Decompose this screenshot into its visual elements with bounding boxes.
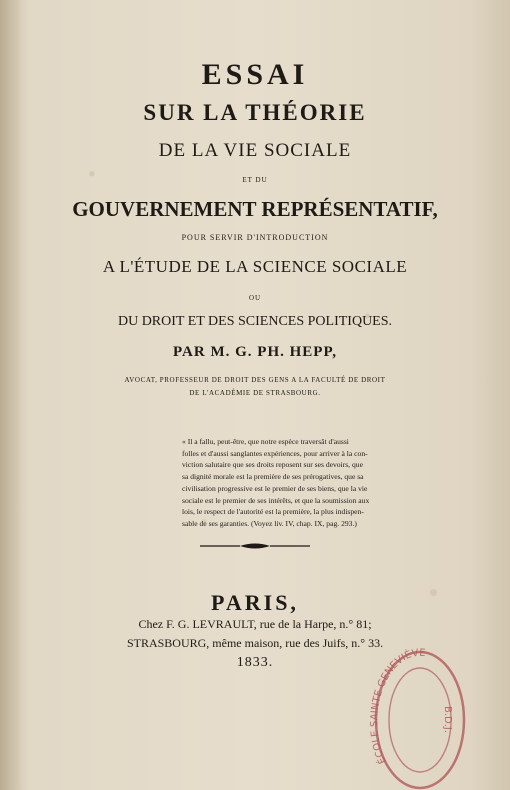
epigraph-line: viction salutaire que ses droits reposent sur ses devoirs, que bbox=[182, 460, 363, 470]
imprint-strasbourg: STRASBOURG, même maison, rue des Juifs, n.° 33. bbox=[126, 636, 384, 650]
ornament-divider bbox=[200, 540, 310, 552]
title-gouvernement: GOUVERNEMENT REPRÉSENTATIF, bbox=[72, 197, 438, 221]
epigraph-line: lois, le respect de l'autorité est la première, la plus indispen- bbox=[182, 507, 364, 517]
author-role-2: DE L'ACADÉMIE DE STRASBOURG. bbox=[189, 389, 321, 397]
author-name: PAR M. G. PH. HEPP, bbox=[173, 344, 337, 360]
epigraph-line: civilisation progressive est le premier de ses biens, que la vie bbox=[182, 483, 368, 493]
title-essai: ESSAI bbox=[201, 58, 309, 91]
title-vie-sociale: DE LA VIE SOCIALE bbox=[158, 140, 352, 161]
library-stamp bbox=[368, 642, 472, 790]
epigraph-line: folles et d'aussi sanglantes expériences, pour arriver à la con- bbox=[182, 448, 368, 458]
epigraph-line: sable de ses garanties. (Voyez liv. IV, chap. IX, pag. 293.) bbox=[182, 518, 357, 528]
title-et-du: ET DU bbox=[242, 176, 268, 184]
author-role-1: AVOCAT, PROFESSEUR DE DROIT DES GENS A LA FACULTÉ DE DROIT bbox=[124, 376, 386, 384]
imprint-city: PARIS, bbox=[211, 590, 299, 615]
epigraph-line: sa dignité morale est la première de ses prérogatives, que sa bbox=[182, 472, 364, 482]
stamp-text: ÉCOLE SAINTE GENEVIÈVE bbox=[369, 647, 426, 766]
title-droit-sciences: DU DROIT ET DES SCIENCES POLITIQUES. bbox=[117, 314, 393, 329]
epigraph-line: « Il a fallu, peut-être, que notre espèce traversât d'aussi bbox=[182, 437, 349, 446]
epigraph-line: sociale est le premier de ses intérêts, et que la soumission aux bbox=[182, 495, 370, 505]
svg-text:ÉCOLE SAINTE GENEVIÈVE bbox=[369, 648, 426, 767]
title-pour-servir: POUR SERVIR D'INTRODUCTION bbox=[181, 233, 329, 242]
title-science-sociale: A L'ÉTUDE DE LA SCIENCE SOCIALE bbox=[102, 257, 408, 276]
title-ou: OU bbox=[248, 294, 262, 302]
imprint-publisher: Chez F. G. LEVRAULT, rue de la Harpe, n.° 81; bbox=[138, 617, 372, 631]
imprint-year: 1833. bbox=[236, 655, 274, 670]
stamp-side-text: B.D.J. bbox=[442, 706, 453, 734]
epigraph bbox=[182, 436, 408, 530]
title-theorie: SUR LA THÉORIE bbox=[143, 100, 367, 125]
